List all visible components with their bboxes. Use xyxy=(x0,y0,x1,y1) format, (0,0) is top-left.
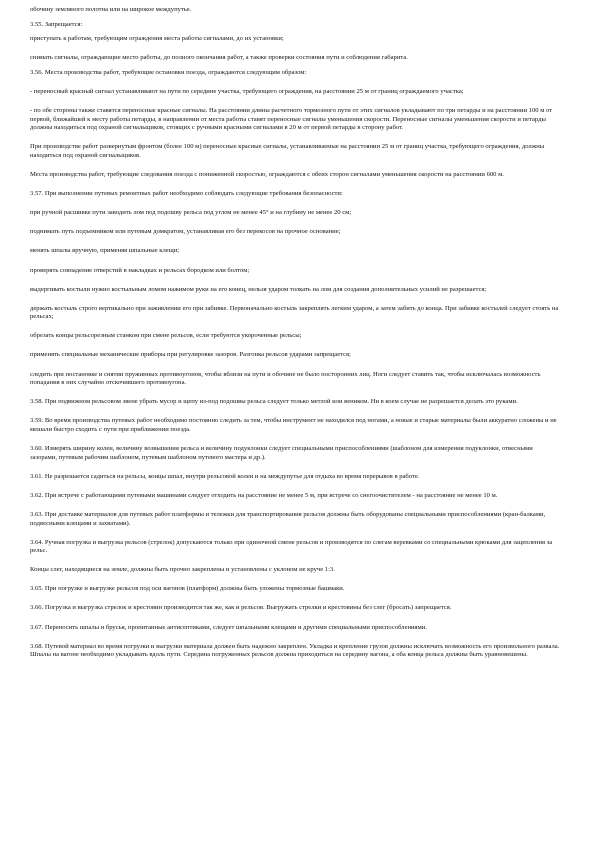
section-paragraph: 3.64. Ручная погрузка и выгрузка рельсов (стрелок) допускаются только при одиночной смене рельсов и производятся по слегам веревками со специальными крюками для зацепления за рельс. xyxy=(30,538,553,555)
list-item: держать костыль строго вертикально при заживлении его при забивке. Первоначально костыль закреплять легким ударом, а затем забить до конца. При забивке костылей следует стоять на рельсах; xyxy=(30,304,559,321)
list-item: проверять совпадение отверстий в накладках и рельсах бородком или болтом; xyxy=(30,266,250,274)
section-heading: 3.55. Запрещается: xyxy=(30,20,83,28)
paragraph: приступать к работам, требующим ограждения места работы сигналами, до их установки; xyxy=(30,35,284,43)
section-paragraph: 3.60. Измерять ширину колеи, величину возвышения рельса и величину подуклонки следует специальными приспособлениями (шаблоном для измерения подуклонки, отвесными зазорами, путевым рабочим шаблоном, путевым шаблоном путевого мастера и др.). xyxy=(30,445,533,461)
paragraph: обочину земляного полотна или на широкое междупутье. xyxy=(30,6,192,13)
list-item: при ручной расшивке пути заводить лом под подошву рельса под углом не менее 45° и на глубину не менее 20 см; xyxy=(30,209,352,217)
list-item: менять шпалы вручную, применяя шпальные клещи; xyxy=(30,247,180,255)
section-paragraph: 3.61. Не разрешается садиться на рельсы, концы шпал, внутри рельсовой колеи и на междупутье для отдыха во время перерывов в работе. xyxy=(30,472,420,480)
section-heading: 3.56. Места производства работ, требующие остановки поезда, ограждаются следующим образом: xyxy=(30,68,307,76)
paragraph: снимать сигналы, ограждающие место работы, до полного окончания работ, а также проверки состояния пути и соблюдения габарита. xyxy=(30,54,408,62)
list-item: выдергивать костыли нужно костыльным ломом нажимом руки на его конец, нельзя ударом толкать на лом для создания дополнительных усилий не разрешается; xyxy=(30,285,487,293)
section-paragraph: 3.59. Во время производства путевых работ необходимо постоянно следить за тем, чтобы инструмент не находился под ногами, а новые и старые материалы были аккуратно сложены и не мешали быстро сходить с пути при приближении поезда. xyxy=(30,417,557,433)
section-paragraph: 3.66. Погрузка и выгрузка стрелок и крестовин производится так же, как и рельсов. Выгружать стрелки и крестовины без слег (бросать) запрещается. xyxy=(30,604,452,612)
paragraph: Концы слег, находящиеся на земле, должны быть прочно закреплены и установлены с уклоном не круче 1:3. xyxy=(30,566,335,574)
list-item: поднимать путь подъемником или путевым домкратом, устанавливая его без перекосов на прочное основание; xyxy=(30,228,341,236)
section-heading: 3.57. При выполнении путевых ремонтных работ необходимо соблюдать следующие требования безопасности: xyxy=(30,190,343,198)
section-paragraph: 3.67. Переносить шпалы и брусья, пропитанные антисептиками, следует шпальными клещами и другими специальными приспособлениями. xyxy=(30,623,427,631)
section-paragraph: 3.63. При доставке материалов для путевых работ платформы и тележки для транспортирования рельсов должны быть оборудованы специальными приспособлениями (кран-балками, подвесными клещами и захватами). xyxy=(30,510,546,527)
section-paragraph: 3.68. Путевой материал во время погрузки и выгрузки материала должен быть надежно закреплен. Укладка и крепление грузов должны исключать возможность его произвольного развала. Шпалы на вагоне необходимо укладывать вдоль пути. Середина погруженных рельсов должна приходиться на середину вагона, а оба конца рельса должны быть уравновешены. xyxy=(30,642,560,659)
paragraph: - по обе стороны также ставятся переносные красные сигналы. На расстоянии длины расчетного тормозного пути от этих сигналов укладывают по три петарды и на расстоянии 100 м от первой, ближайшей к месту работы петарды, в направлении от места работы ставят переносные сигналы уменьшения скорости. Переносные сигналы уменьшения скорости и петарды должны находиться под охраной сигнальщиков, стоящих с ручными красными сигналами в 20 м от первой петарды в сторону работ. xyxy=(30,107,553,132)
section-paragraph: 3.65. При погрузке и выгрузке рельсов под оси вагонов (платформ) должны быть уложены тормозные башмаки. xyxy=(30,585,345,593)
list-item: обрезать концы рельсорезным станком при смене рельсов, если требуются укороченные рельсы; xyxy=(30,332,302,340)
section-paragraph: 3.62. При встрече с работающими путевыми машинами следует отходить на расстояние не менее 5 м, при встрече со снегоочистителем - на расстояние не менее 10 м. xyxy=(30,491,498,499)
paragraph: Места производства работ, требующие следования поезда с пониженной скоростью, ограждаются с обеих сторон сигналами уменьшения скорости на расстоянии 600 м. xyxy=(30,171,504,179)
paragraph: - переносный красный сигнал устанавливают на пути по середине участка, требующего ограждения, на расстоянии 25 м от границ ограждаемого участка; xyxy=(30,87,464,95)
paragraph: При производстве работ развернутым фронтом (более 100 м) переносные красные сигналы, устанавливаемые на расстоянии 25 м от границ участка, требующего ограждения, должны находиться под охраной сигнальщиков. xyxy=(30,143,545,159)
list-item: следить при постановке и снятии пружинных противоугонов, чтобы вблизи на пути и обочине не было посторонних лиц. Ноги следует ставить так, чтобы исключалась возможность попадания в них случайно отскочившего противоугона. xyxy=(30,370,541,387)
section-paragraph: 3.58. При подвижном рельсовом звене убрать мусор и щепу из-под подошвы рельса следует только метлой или веником. Ни в коем случае не разрешается делать это руками. xyxy=(30,398,518,406)
list-item: применять специальные механические приборы при регулировке зазоров. Разгонка рельсов ударами запрещается; xyxy=(30,351,351,359)
